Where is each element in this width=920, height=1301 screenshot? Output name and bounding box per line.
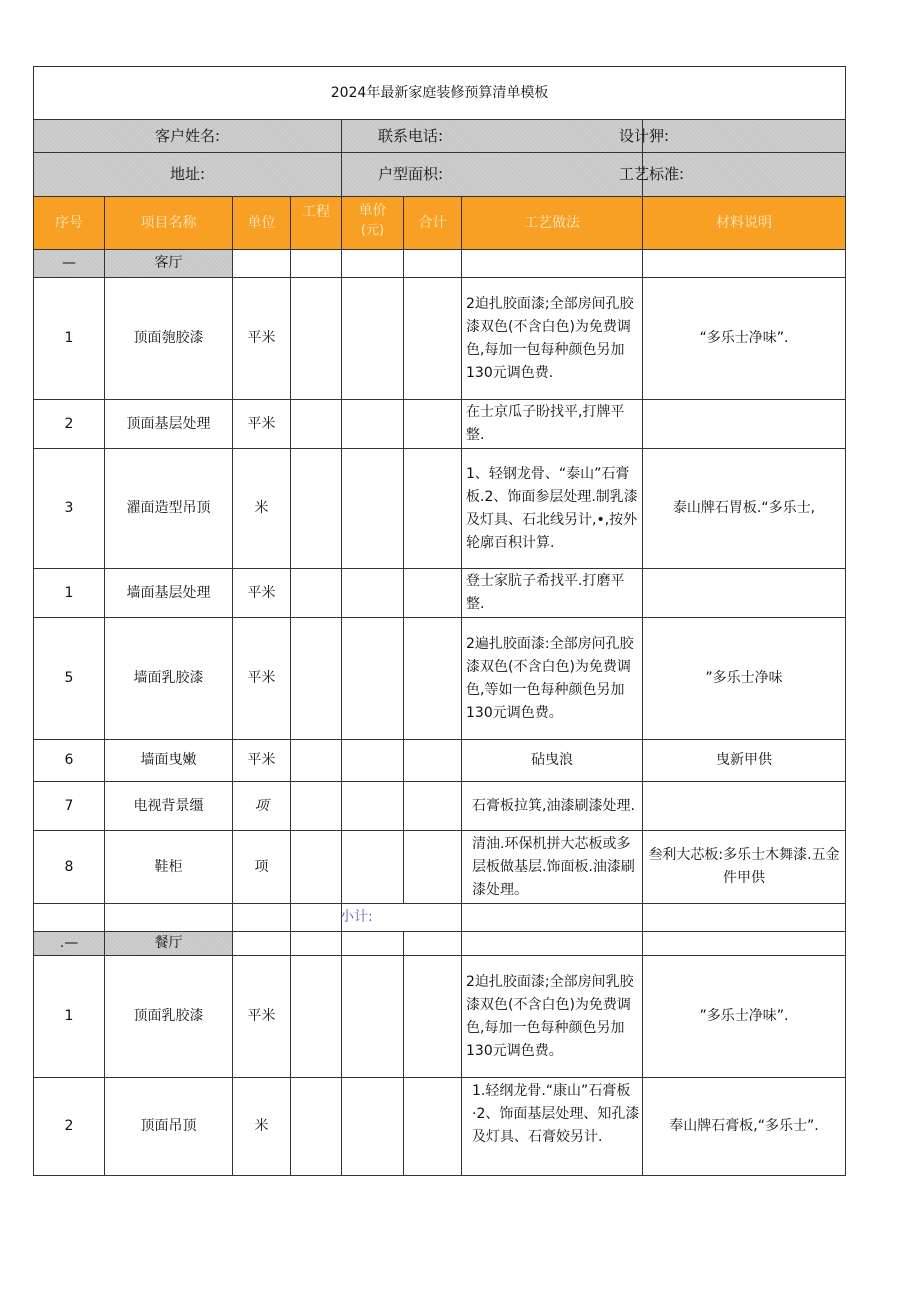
table-row [34,618,846,740]
row-no: 7 [34,782,105,831]
row-unit: 平米 [233,278,291,400]
row-name: 墙面曳嫩 [105,740,233,782]
row-process: 清油.环保机拼大芯板或多层板做基层.饰面板.油漆刷漆处理。 [462,831,643,904]
section-name: 客厅 [105,250,233,278]
row-material: ”多乐士净味 [643,618,846,740]
row-process: 1、轻钢龙骨、“泰山”石膏板.2、饰面参层处理.制乳漆及灯具、石北线另计,•,按外轮廓百积计算. [462,449,643,569]
row-material: 奉山牌石膏板,“多乐士”. [643,1078,846,1176]
row-process: 2遍扎胶面漆:全部房问孔胶漆双色(不含白色)为免费调色,等如一色每种颜色另加130元调色费。 [462,618,643,740]
row-no: 1 [34,569,105,618]
row-unit: 平米 [233,740,291,782]
row-name: 顶面基层处理 [105,400,233,449]
row-no: 3 [34,449,105,569]
row-no: 1 [34,278,105,400]
row-unit: 项 [233,782,291,831]
row-process: 2迫扎胶面漆;全部房间乳胶漆双色(不含白色)为免费调色,每加一色每种颜色另加130元调色费。 [462,956,643,1078]
table-row [34,831,846,904]
table-row [34,400,846,449]
row-no: 8 [34,831,105,904]
row-material: 叁利大芯板:多乐士木舞漆.五金件甲供 [643,831,846,904]
row-no: 1 [34,956,105,1078]
row-name: 鞋柜 [105,831,233,904]
row-name: 电视背景缰 [105,782,233,831]
header-price-label: 单价 [358,203,387,219]
header-name: 项目名称 [105,197,233,250]
header-price [342,197,404,250]
table-row [34,1078,846,1176]
row-name: 顶面吊顶 [105,1078,233,1176]
row-process: 砧曳浪 [462,740,643,782]
row-material: “多乐士净味”. [643,278,846,400]
row-name: 顶面匏胶漆 [105,278,233,400]
table-row [34,569,846,618]
row-process: 石膏板拉箕,油漆刷漆处理. [462,782,643,831]
phone-label: 联系电话: [342,120,643,153]
table-row [34,782,846,831]
table-row [34,740,846,782]
row-no: 2 [34,1078,105,1176]
row-process: 登士家肮子希找平.打磨平整. [462,569,643,618]
row-no: 5 [34,618,105,740]
budget-table [33,66,846,1176]
table-row [34,449,846,569]
section-no: — [34,250,105,278]
row-name: 顶面乳胶漆 [105,956,233,1078]
header-process: 工艺做法 [462,197,643,250]
section-no: .— [34,932,105,956]
header-qty: 工程 [291,197,342,250]
row-unit: 平米 [233,400,291,449]
row-process: 2迫扎胶面漆;全部房间孔胶漆双色(不含白色)为免费调色,每加一包每种颜色另加130元调色费. [462,278,643,400]
row-unit: 平米 [233,569,291,618]
header-no: 序号 [34,197,105,250]
row-name: 墙面乳胶漆 [105,618,233,740]
row-no: 6 [34,740,105,782]
address-label: 地址: [34,153,342,197]
budget-sheet [33,66,845,1176]
subtotal-text: 小计: [340,909,373,925]
row-name: 墙面基层处理 [105,569,233,618]
customer-name-label: 客户姓名: [34,120,342,153]
subtotal-row [34,904,846,932]
area-label: 户型面枳: [342,153,643,197]
row-unit: 米 [233,449,291,569]
row-unit: 米 [233,1078,291,1176]
row-material: 泰山牌石胃板.“多乐士, [643,449,846,569]
row-material: ”多乐士净味”. [643,956,846,1078]
row-material [643,782,846,831]
header-material: 材料说明 [643,197,846,250]
subtotal-label [342,904,462,932]
row-process: 1.轻纲龙骨.“康山”石膏板·2、饰面基层处理、知孔漆及灯具、石膏姣另计. [462,1078,643,1176]
row-unit: 平米 [233,618,291,740]
standard-label-text: 工艺标准: [619,165,685,183]
row-name: 濯面造型吊顶 [105,449,233,569]
header-total: 合计 [404,197,462,250]
row-no: 2 [34,400,105,449]
row-material: 曳新甲供 [643,740,846,782]
designer-label-text: 设计狎: [619,126,670,145]
section-name: 餐厅 [105,932,233,956]
header-unit: 单位 [233,197,291,250]
row-material [643,400,846,449]
sheet-title: 2024年最新家庭装修预算清单模板 [34,67,846,120]
row-unit: 项 [233,831,291,904]
table-row [34,956,846,1078]
row-material [643,569,846,618]
header-price-unit: (元) [360,223,385,238]
row-process: 在士京瓜子盼找平,打牌平整. [462,400,643,449]
row-unit: 平米 [233,956,291,1078]
table-row [34,278,846,400]
designer-label [619,120,846,153]
standard-label [619,153,846,197]
